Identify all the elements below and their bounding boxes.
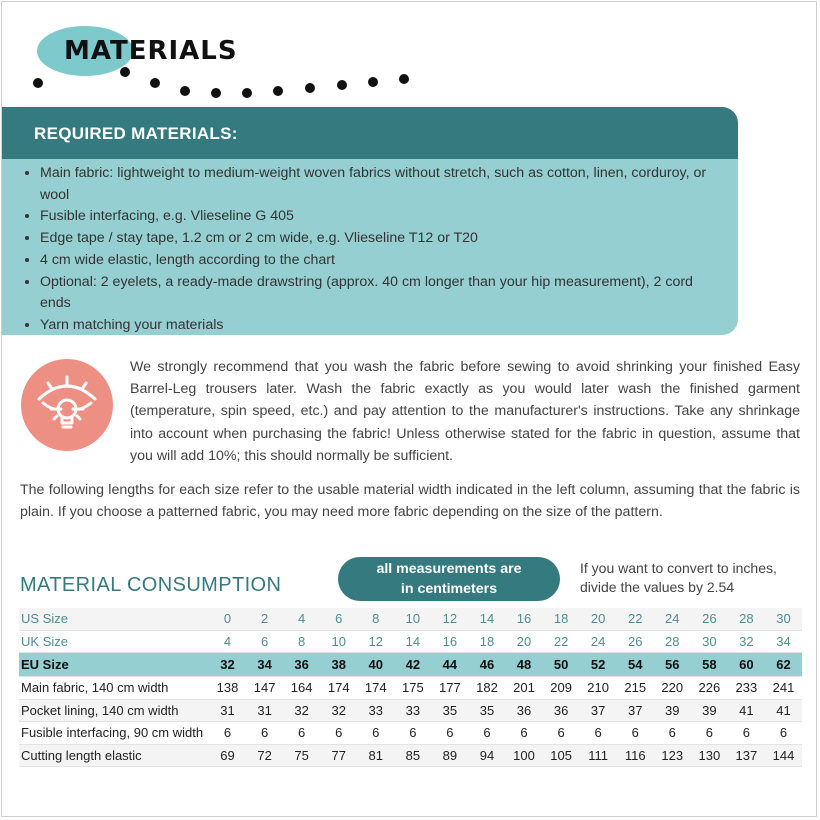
table-cell: 30 [691,630,728,653]
table-cell: 10 [394,608,431,630]
table-row [19,722,802,745]
eye-lightbulb-icon [21,359,113,451]
row-label: Main fabric, 140 cm width [19,677,209,700]
material-consumption-table [19,608,802,767]
table-cell: 6 [283,722,320,745]
table-cell: 6 [357,722,394,745]
table-cell: 6 [468,722,505,745]
table-cell: 175 [394,677,431,700]
table-cell: 35 [431,699,468,722]
table-cell: 31 [246,699,283,722]
table-cell: 164 [283,677,320,700]
table-cell: 54 [617,653,654,677]
row-label: EU Size [19,653,209,677]
table-cell: 85 [394,744,431,767]
table-cell: 41 [728,699,765,722]
lengths-note: The following lengths for each size refer to the usable material width indicated in the left column, assuming that the fabric is plain. If you choose a patterned fabric, you may need more fabric depending on the size of the pattern. [20,482,800,520]
table-cell: 35 [468,699,505,722]
table-cell: 12 [357,630,394,653]
table-cell: 36 [283,653,320,677]
table-cell: 6 [728,722,765,745]
table-cell: 123 [654,744,691,767]
tip-icon-circle [21,359,113,451]
table-cell: 32 [283,699,320,722]
table-row [19,608,802,630]
list-item: • 4 cm wide elastic, length according to the chart [40,250,720,272]
table-cell: 6 [654,722,691,745]
table-cell: 33 [394,699,431,722]
table-cell: 32 [728,630,765,653]
table-row [19,630,802,653]
table-cell: 6 [209,722,246,745]
table-cell: 20 [580,608,617,630]
table-row [19,677,802,700]
centimeters-badge [338,557,560,601]
table-cell: 24 [580,630,617,653]
table-cell: 24 [654,608,691,630]
table-cell: 14 [394,630,431,653]
centimeters-badge-line2: in centimeters [400,581,498,597]
table-cell: 4 [283,608,320,630]
table-cell: 28 [728,608,765,630]
centimeters-badge-line1: all measurements are [376,561,522,577]
table-cell: 116 [617,744,654,767]
table-cell: 94 [468,744,505,767]
table-cell: 42 [394,653,431,677]
table-cell: 16 [506,608,543,630]
table-cell: 18 [468,630,505,653]
table-cell: 0 [209,608,246,630]
table-cell: 215 [617,677,654,700]
table-cell: 62 [765,653,802,677]
table-cell: 6 [394,722,431,745]
table-cell: 6 [320,722,357,745]
table-cell: 6 [506,722,543,745]
table-cell: 39 [654,699,691,722]
table-cell: 77 [320,744,357,767]
table-cell: 46 [468,653,505,677]
table-cell: 220 [654,677,691,700]
list-item: • Edge tape / stay tape, 1.2 cm or 2 cm wide, e.g. Vlieseline T12 or T20 [40,228,720,250]
table-cell: 38 [320,653,357,677]
table-cell: 89 [431,744,468,767]
table-cell: 144 [765,744,802,767]
table-cell: 138 [209,677,246,700]
table-row [19,699,802,722]
row-label: UK Size [19,630,209,653]
table-cell: 26 [691,608,728,630]
table-cell: 36 [543,699,580,722]
page-title: MATERIALS [64,36,238,66]
table-cell: 6 [765,722,802,745]
conversion-note [580,559,790,597]
table-cell: 241 [765,677,802,700]
table-cell: 10 [320,630,357,653]
required-materials-heading: REQUIRED MATERIALS: [34,124,238,143]
table-cell: 32 [320,699,357,722]
table-cell: 6 [617,722,654,745]
table-cell: 30 [765,608,802,630]
table-cell: 6 [543,722,580,745]
table-cell: 12 [431,608,468,630]
table-cell: 32 [209,653,246,677]
row-label: Fusible interfacing, 90 cm width [19,722,209,745]
table-cell: 41 [765,699,802,722]
table-cell: 40 [357,653,394,677]
table-cell: 226 [691,677,728,700]
material-consumption-title: MATERIAL CONSUMPTION [20,574,282,596]
table-cell: 37 [580,699,617,722]
table-cell: 75 [283,744,320,767]
table-cell: 50 [543,653,580,677]
table-cell: 2 [246,608,283,630]
table-cell: 6 [431,722,468,745]
table-cell: 37 [617,699,654,722]
table-cell: 22 [543,630,580,653]
table-cell: 8 [357,608,394,630]
table-cell: 48 [506,653,543,677]
table-cell: 28 [654,630,691,653]
table-cell: 8 [283,630,320,653]
table-cell: 105 [543,744,580,767]
table-cell: 34 [765,630,802,653]
table-cell: 58 [691,653,728,677]
table-cell: 137 [728,744,765,767]
table-cell: 22 [617,608,654,630]
table-cell: 174 [320,677,357,700]
table-cell: 72 [246,744,283,767]
table-cell: 14 [468,608,505,630]
table-cell: 52 [580,653,617,677]
row-label: Pocket lining, 140 cm width [19,699,209,722]
table-cell: 60 [728,653,765,677]
list-item: • Fusible interfacing, e.g. Vlieseline G 405 [40,206,720,228]
table-cell: 6 [246,630,283,653]
table-cell: 130 [691,744,728,767]
table-cell: 233 [728,677,765,700]
table-cell: 147 [246,677,283,700]
conversion-note-line2: divide the values by 2.54 [580,579,735,595]
table-cell: 44 [431,653,468,677]
table-cell: 177 [431,677,468,700]
list-item: • Optional: 2 eyelets, a ready-made drawstring (approx. 40 cm longer than your hip measurement), 2 cord ends [40,272,720,315]
required-materials-header [2,107,738,159]
table-cell: 174 [357,677,394,700]
table-cell: 20 [506,630,543,653]
list-item: • Yarn matching your materials [40,315,720,337]
table-cell: 31 [209,699,246,722]
table-cell: 56 [654,653,691,677]
table-cell: 6 [691,722,728,745]
table-cell: 36 [506,699,543,722]
table-cell: 39 [691,699,728,722]
table-cell: 69 [209,744,246,767]
table-cell: 4 [209,630,246,653]
list-item: • Main fabric: lightweight to medium-weight woven fabrics without stretch, such as cotton, linen, corduroy, or wool [40,163,720,206]
table-cell: 210 [580,677,617,700]
table-cell: 209 [543,677,580,700]
table-cell: 111 [580,744,617,767]
row-label: Cutting length elastic [19,744,209,767]
table-row [19,653,802,677]
required-materials-box [2,159,738,335]
required-materials-list [2,159,738,337]
table-cell: 100 [506,744,543,767]
table-cell: 6 [320,608,357,630]
table-cell: 201 [506,677,543,700]
table-cell: 18 [543,608,580,630]
table-cell: 34 [246,653,283,677]
table-cell: 6 [580,722,617,745]
conversion-note-line1: If you want to convert to inches, [580,560,777,576]
table-row [19,744,802,767]
table-cell: 6 [246,722,283,745]
table-cell: 182 [468,677,505,700]
table-cell: 16 [431,630,468,653]
table-cell: 33 [357,699,394,722]
row-label: US Size [19,608,209,630]
table-cell: 26 [617,630,654,653]
table-cell: 81 [357,744,394,767]
wash-fabric-tip: We strongly recommend that you wash the fabric before sewing to avoid shrinking your finished Easy Barrel-Leg trousers later. Wash the fabric exactly as you would later wash the finished garment (temperature, spin speed, etc.) and pay attention to the manufacturer's instructions. Take any shrinkage into account when purchasing the fabric! Unless otherwise stated for the fabric in question, assume that you will add 10%; this should normally be sufficient. [130,359,800,464]
